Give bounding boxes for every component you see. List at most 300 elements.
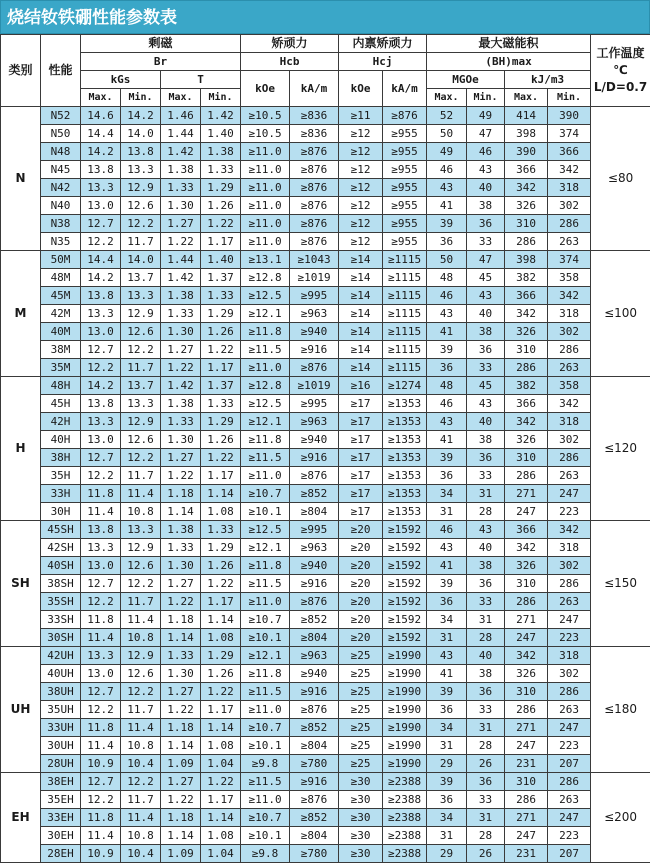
work-temp-cell: ≤150: [591, 521, 650, 647]
cell-hcj-kam: ≥1353: [383, 485, 427, 503]
cell-hcb-koe: ≥10.1: [241, 737, 290, 755]
cell-br-t-max: 1.33: [161, 413, 201, 431]
cell-bh-kjm3-min: 342: [548, 161, 591, 179]
cell-hcb-koe: ≥12.1: [241, 647, 290, 665]
work-temp-cell: ≤120: [591, 377, 650, 521]
cell-hcj-kam: ≥1115: [383, 287, 427, 305]
cell-bh-mgoe-min: 38: [467, 431, 505, 449]
cell-hcj-koe: ≥12: [339, 215, 383, 233]
cell-grade: 35EH: [41, 791, 81, 809]
cell-bh-mgoe-max: 41: [427, 431, 467, 449]
cell-hcj-kam: ≥1592: [383, 521, 427, 539]
cell-bh-mgoe-min: 33: [467, 593, 505, 611]
cell-br-kgs-max: 13.0: [81, 665, 121, 683]
cell-grade: 40M: [41, 323, 81, 341]
cell-br-kgs-min: 12.9: [121, 413, 161, 431]
cell-hcb-kam: ≥963: [290, 413, 339, 431]
cell-hcj-kam: ≥955: [383, 197, 427, 215]
cell-br-kgs-min: 11.7: [121, 359, 161, 377]
cell-grade: 45SH: [41, 521, 81, 539]
cell-hcb-koe: ≥11.8: [241, 323, 290, 341]
cell-br-t-min: 1.33: [201, 395, 241, 413]
cell-bh-kjm3-max: 398: [505, 125, 548, 143]
cell-bh-kjm3-min: 223: [548, 629, 591, 647]
cell-hcb-kam: ≥995: [290, 287, 339, 305]
cell-br-t-min: 1.40: [201, 125, 241, 143]
cell-hcj-kam: ≥1115: [383, 305, 427, 323]
cell-hcb-kam: ≥876: [290, 215, 339, 233]
cell-bh-mgoe-max: 43: [427, 305, 467, 323]
cell-hcb-kam: ≥804: [290, 503, 339, 521]
cell-grade: 33UH: [41, 719, 81, 737]
cell-hcj-kam: ≥876: [383, 107, 427, 125]
table-row: [1, 287, 650, 305]
cell-bh-kjm3-min: 318: [548, 413, 591, 431]
cell-br-kgs-min: 11.7: [121, 701, 161, 719]
cell-bh-kjm3-min: 318: [548, 647, 591, 665]
cell-br-t-max: 1.30: [161, 323, 201, 341]
category-cell: M: [1, 251, 41, 377]
header-work-temp: [591, 35, 650, 107]
cell-bh-kjm3-max: 247: [505, 827, 548, 845]
cell-br-t-max: 1.30: [161, 557, 201, 575]
cell-hcj-koe: ≥30: [339, 791, 383, 809]
cell-br-kgs-min: 13.7: [121, 269, 161, 287]
work-temp-cell: ≤180: [591, 647, 650, 773]
cell-hcj-koe: ≥14: [339, 323, 383, 341]
cell-bh-kjm3-max: 342: [505, 647, 548, 665]
table-row: [1, 269, 650, 287]
cell-br-t-max: 1.22: [161, 593, 201, 611]
cell-bh-kjm3-max: 366: [505, 287, 548, 305]
cell-bh-mgoe-min: 36: [467, 575, 505, 593]
cell-grade: 42M: [41, 305, 81, 323]
cell-br-kgs-min: 11.7: [121, 233, 161, 251]
cell-bh-mgoe-min: 43: [467, 287, 505, 305]
cell-bh-mgoe-max: 39: [427, 449, 467, 467]
cell-hcb-koe: ≥13.1: [241, 251, 290, 269]
cell-br-kgs-min: 11.4: [121, 485, 161, 503]
cell-bh-mgoe-max: 43: [427, 647, 467, 665]
cell-bh-kjm3-max: 286: [505, 359, 548, 377]
cell-bh-kjm3-min: 286: [548, 683, 591, 701]
cell-br-t-max: 1.14: [161, 503, 201, 521]
cell-bh-kjm3-min: 318: [548, 179, 591, 197]
cell-bh-mgoe-max: 46: [427, 287, 467, 305]
table-row: [1, 593, 650, 611]
cell-br-t-max: 1.42: [161, 269, 201, 287]
cell-br-t-max: 1.14: [161, 737, 201, 755]
cell-hcb-kam: ≥852: [290, 809, 339, 827]
cell-bh-mgoe-min: 31: [467, 719, 505, 737]
cell-bh-mgoe-max: 29: [427, 755, 467, 773]
cell-br-kgs-min: 10.8: [121, 827, 161, 845]
cell-br-t-min: 1.26: [201, 197, 241, 215]
cell-hcj-koe: ≥25: [339, 647, 383, 665]
cell-grade: N48: [41, 143, 81, 161]
cell-bh-mgoe-max: 49: [427, 143, 467, 161]
cell-br-t-min: 1.17: [201, 593, 241, 611]
cell-bh-mgoe-min: 36: [467, 215, 505, 233]
cell-br-t-min: 1.14: [201, 611, 241, 629]
cell-grade: 40SH: [41, 557, 81, 575]
table-header: [1, 35, 650, 107]
cell-bh-kjm3-max: 382: [505, 377, 548, 395]
cell-bh-mgoe-max: 36: [427, 593, 467, 611]
header-hcj: Hcj: [339, 53, 427, 71]
cell-hcb-kam: ≥836: [290, 125, 339, 143]
cell-hcj-koe: ≥20: [339, 521, 383, 539]
cell-bh-mgoe-max: 36: [427, 701, 467, 719]
table-row: [1, 755, 650, 773]
table-row: [1, 791, 650, 809]
cell-bh-mgoe-max: 48: [427, 377, 467, 395]
cell-bh-kjm3-min: 263: [548, 359, 591, 377]
cell-grade: 28EH: [41, 845, 81, 863]
cell-hcj-kam: ≥1274: [383, 377, 427, 395]
cell-hcj-kam: ≥1115: [383, 341, 427, 359]
cell-hcj-kam: ≥1990: [383, 755, 427, 773]
cell-bh-mgoe-min: 40: [467, 305, 505, 323]
cell-br-t-min: 1.14: [201, 809, 241, 827]
cell-br-kgs-max: 13.0: [81, 197, 121, 215]
cell-br-kgs-min: 11.7: [121, 791, 161, 809]
cell-hcb-koe: ≥11.0: [241, 233, 290, 251]
cell-hcb-kam: ≥940: [290, 323, 339, 341]
cell-br-t-max: 1.09: [161, 845, 201, 863]
cell-br-kgs-max: 11.4: [81, 737, 121, 755]
cell-br-kgs-max: 12.2: [81, 701, 121, 719]
cell-hcj-kam: ≥1592: [383, 611, 427, 629]
cell-hcb-kam: ≥995: [290, 521, 339, 539]
cell-hcb-koe: ≥11.5: [241, 341, 290, 359]
cell-hcj-koe: ≥14: [339, 251, 383, 269]
cell-bh-kjm3-min: 247: [548, 485, 591, 503]
cell-bh-mgoe-min: 38: [467, 323, 505, 341]
cell-bh-mgoe-max: 41: [427, 323, 467, 341]
cell-grade: 35SH: [41, 593, 81, 611]
cell-hcj-kam: ≥1990: [383, 737, 427, 755]
cell-hcb-koe: ≥11.0: [241, 791, 290, 809]
cell-hcb-kam: ≥876: [290, 359, 339, 377]
cell-br-t-min: 1.37: [201, 377, 241, 395]
cell-br-kgs-min: 11.7: [121, 593, 161, 611]
cell-br-t-min: 1.26: [201, 557, 241, 575]
cell-grade: 38M: [41, 341, 81, 359]
cell-grade: 45H: [41, 395, 81, 413]
cell-hcb-kam: ≥963: [290, 305, 339, 323]
cell-hcj-koe: ≥30: [339, 809, 383, 827]
header-hcb: Hcb: [241, 53, 339, 71]
cell-hcj-kam: ≥1353: [383, 467, 427, 485]
table-row: [1, 107, 650, 125]
cell-bh-mgoe-max: 43: [427, 179, 467, 197]
cell-grade: 33H: [41, 485, 81, 503]
cell-bh-kjm3-min: 286: [548, 575, 591, 593]
cell-bh-kjm3-max: 286: [505, 791, 548, 809]
header-min: Min.: [467, 89, 505, 107]
cell-br-kgs-min: 10.8: [121, 737, 161, 755]
cell-br-kgs-max: 12.2: [81, 791, 121, 809]
cell-bh-kjm3-max: 231: [505, 755, 548, 773]
cell-br-kgs-min: 12.9: [121, 179, 161, 197]
table-row: [1, 665, 650, 683]
cell-hcj-koe: ≥20: [339, 611, 383, 629]
cell-br-kgs-min: 12.2: [121, 215, 161, 233]
cell-br-kgs-min: 12.6: [121, 557, 161, 575]
cell-bh-mgoe-max: 43: [427, 413, 467, 431]
cell-hcb-koe: ≥10.1: [241, 503, 290, 521]
cell-hcj-kam: ≥1990: [383, 683, 427, 701]
cell-hcb-kam: ≥876: [290, 593, 339, 611]
cell-grade: 35UH: [41, 701, 81, 719]
cell-br-kgs-min: 12.2: [121, 683, 161, 701]
cell-grade: 28UH: [41, 755, 81, 773]
cell-br-kgs-min: 14.2: [121, 107, 161, 125]
cell-hcj-kam: ≥955: [383, 125, 427, 143]
cell-grade: 38SH: [41, 575, 81, 593]
header-br: Br: [81, 53, 241, 71]
cell-br-kgs-min: 12.9: [121, 305, 161, 323]
cell-hcj-koe: ≥25: [339, 701, 383, 719]
table-row: [1, 341, 650, 359]
cell-hcj-kam: ≥1592: [383, 557, 427, 575]
cell-bh-mgoe-min: 33: [467, 467, 505, 485]
cell-bh-kjm3-min: 302: [548, 557, 591, 575]
cell-br-kgs-min: 13.3: [121, 395, 161, 413]
cell-bh-kjm3-max: 271: [505, 719, 548, 737]
cell-bh-mgoe-min: 43: [467, 521, 505, 539]
cell-hcj-koe: ≥12: [339, 161, 383, 179]
work-temp-line2: ℃: [591, 62, 650, 79]
cell-hcj-kam: ≥2388: [383, 791, 427, 809]
cell-hcj-kam: ≥1990: [383, 719, 427, 737]
cell-hcb-kam: ≥1043: [290, 251, 339, 269]
cell-bh-mgoe-max: 41: [427, 197, 467, 215]
cell-bh-kjm3-min: 286: [548, 773, 591, 791]
cell-br-t-max: 1.38: [161, 287, 201, 305]
cell-bh-mgoe-min: 33: [467, 359, 505, 377]
cell-hcj-koe: ≥25: [339, 755, 383, 773]
cell-grade: 48M: [41, 269, 81, 287]
cell-bh-kjm3-min: 302: [548, 323, 591, 341]
cell-br-kgs-max: 11.4: [81, 503, 121, 521]
cell-br-t-min: 1.08: [201, 737, 241, 755]
cell-hcb-koe: ≥11.0: [241, 701, 290, 719]
cell-hcj-koe: ≥25: [339, 719, 383, 737]
cell-br-t-min: 1.29: [201, 539, 241, 557]
cell-br-kgs-max: 12.7: [81, 575, 121, 593]
table-row: [1, 323, 650, 341]
cell-hcb-koe: ≥12.1: [241, 305, 290, 323]
category-cell: H: [1, 377, 41, 521]
cell-bh-mgoe-min: 36: [467, 341, 505, 359]
cell-hcj-koe: ≥12: [339, 197, 383, 215]
cell-hcb-kam: ≥876: [290, 161, 339, 179]
cell-br-t-min: 1.37: [201, 269, 241, 287]
cell-grade: N52: [41, 107, 81, 125]
cell-hcb-kam: ≥963: [290, 647, 339, 665]
work-temp-line1: 工作温度: [591, 45, 650, 62]
cell-hcb-koe: ≥12.1: [241, 539, 290, 557]
cell-hcb-kam: ≥1019: [290, 269, 339, 287]
cell-bh-mgoe-min: 45: [467, 377, 505, 395]
cell-bh-kjm3-max: 310: [505, 341, 548, 359]
cell-bh-kjm3-max: 342: [505, 539, 548, 557]
cell-bh-mgoe-max: 36: [427, 359, 467, 377]
cell-br-t-min: 1.29: [201, 413, 241, 431]
cell-hcb-kam: ≥780: [290, 845, 339, 863]
cell-br-kgs-max: 13.0: [81, 431, 121, 449]
cell-br-t-min: 1.08: [201, 827, 241, 845]
cell-br-t-max: 1.22: [161, 701, 201, 719]
cell-hcb-kam: ≥940: [290, 665, 339, 683]
cell-br-t-max: 1.14: [161, 827, 201, 845]
table-row: [1, 737, 650, 755]
cell-hcj-kam: ≥1592: [383, 629, 427, 647]
cell-hcj-koe: ≥17: [339, 395, 383, 413]
table-row: [1, 179, 650, 197]
cell-bh-mgoe-min: 38: [467, 197, 505, 215]
header-remanence: 剩磁: [81, 35, 241, 53]
cell-hcj-kam: ≥955: [383, 143, 427, 161]
table-row: [1, 413, 650, 431]
cell-br-t-max: 1.33: [161, 179, 201, 197]
cell-hcb-kam: ≥852: [290, 485, 339, 503]
cell-hcj-kam: ≥1592: [383, 593, 427, 611]
cell-bh-mgoe-max: 39: [427, 683, 467, 701]
category-cell: EH: [1, 773, 41, 863]
header-max: Max.: [81, 89, 121, 107]
cell-bh-kjm3-min: 358: [548, 377, 591, 395]
cell-br-kgs-max: 12.7: [81, 449, 121, 467]
cell-hcj-kam: ≥1990: [383, 647, 427, 665]
cell-br-t-max: 1.44: [161, 125, 201, 143]
cell-bh-mgoe-min: 28: [467, 737, 505, 755]
cell-br-kgs-min: 12.9: [121, 539, 161, 557]
cell-br-kgs-max: 14.2: [81, 143, 121, 161]
cell-bh-kjm3-max: 326: [505, 665, 548, 683]
cell-br-t-min: 1.26: [201, 323, 241, 341]
cell-hcj-kam: ≥1990: [383, 665, 427, 683]
cell-hcb-kam: ≥940: [290, 431, 339, 449]
cell-hcj-koe: ≥16: [339, 377, 383, 395]
cell-bh-kjm3-max: 326: [505, 431, 548, 449]
cell-br-t-max: 1.27: [161, 575, 201, 593]
cell-hcb-koe: ≥12.8: [241, 269, 290, 287]
cell-bh-kjm3-min: 207: [548, 845, 591, 863]
cell-hcj-koe: ≥30: [339, 827, 383, 845]
table-row: [1, 233, 650, 251]
cell-grade: 33SH: [41, 611, 81, 629]
cell-bh-mgoe-max: 36: [427, 467, 467, 485]
cell-grade: 38EH: [41, 773, 81, 791]
cell-br-t-min: 1.08: [201, 503, 241, 521]
cell-bh-kjm3-min: 302: [548, 197, 591, 215]
cell-hcj-koe: ≥11: [339, 107, 383, 125]
cell-br-kgs-max: 11.8: [81, 719, 121, 737]
header-max: Max.: [505, 89, 548, 107]
cell-bh-kjm3-max: 271: [505, 809, 548, 827]
cell-bh-kjm3-max: 271: [505, 485, 548, 503]
cell-bh-kjm3-max: 271: [505, 611, 548, 629]
table-row: [1, 161, 650, 179]
cell-hcj-koe: ≥14: [339, 269, 383, 287]
cell-hcb-koe: ≥11.0: [241, 215, 290, 233]
cell-hcb-kam: ≥836: [290, 107, 339, 125]
unit-t: T: [161, 71, 241, 89]
cell-bh-kjm3-min: 247: [548, 809, 591, 827]
cell-hcb-koe: ≥10.5: [241, 107, 290, 125]
cell-bh-mgoe-min: 43: [467, 161, 505, 179]
cell-bh-mgoe-max: 39: [427, 575, 467, 593]
cell-br-kgs-min: 11.4: [121, 809, 161, 827]
cell-hcb-koe: ≥11.0: [241, 359, 290, 377]
cell-br-t-max: 1.09: [161, 755, 201, 773]
cell-hcb-kam: ≥916: [290, 341, 339, 359]
unit-kam: kA/m: [290, 71, 339, 107]
table-row: [1, 359, 650, 377]
cell-bh-kjm3-min: 318: [548, 539, 591, 557]
cell-hcj-koe: ≥14: [339, 305, 383, 323]
cell-hcj-kam: ≥1353: [383, 413, 427, 431]
cell-bh-kjm3-min: 207: [548, 755, 591, 773]
cell-bh-mgoe-max: 36: [427, 233, 467, 251]
cell-hcj-kam: ≥2388: [383, 809, 427, 827]
cell-br-t-min: 1.22: [201, 773, 241, 791]
cell-br-kgs-max: 13.8: [81, 287, 121, 305]
cell-bh-kjm3-min: 263: [548, 791, 591, 809]
cell-br-kgs-max: 13.8: [81, 161, 121, 179]
cell-grade: 30SH: [41, 629, 81, 647]
cell-br-kgs-max: 10.9: [81, 755, 121, 773]
cell-br-kgs-min: 12.6: [121, 431, 161, 449]
cell-hcj-kam: ≥2388: [383, 773, 427, 791]
cell-hcb-kam: ≥852: [290, 719, 339, 737]
cell-bh-kjm3-max: 247: [505, 503, 548, 521]
cell-br-t-min: 1.38: [201, 143, 241, 161]
cell-br-kgs-max: 14.4: [81, 125, 121, 143]
cell-hcb-kam: ≥916: [290, 773, 339, 791]
table-row: [1, 629, 650, 647]
cell-hcb-kam: ≥916: [290, 575, 339, 593]
cell-grade: 42SH: [41, 539, 81, 557]
cell-bh-mgoe-min: 36: [467, 449, 505, 467]
table-row: [1, 845, 650, 863]
cell-hcb-kam: ≥940: [290, 557, 339, 575]
cell-br-kgs-max: 13.3: [81, 305, 121, 323]
cell-grade: 30EH: [41, 827, 81, 845]
cell-br-t-max: 1.27: [161, 683, 201, 701]
cell-br-t-min: 1.26: [201, 431, 241, 449]
cell-br-kgs-min: 11.4: [121, 611, 161, 629]
table-row: [1, 449, 650, 467]
cell-bh-kjm3-min: 342: [548, 521, 591, 539]
cell-hcb-kam: ≥876: [290, 467, 339, 485]
cell-bh-kjm3-max: 326: [505, 557, 548, 575]
cell-br-t-max: 1.18: [161, 611, 201, 629]
cell-hcj-kam: ≥1115: [383, 269, 427, 287]
cell-br-kgs-min: 12.2: [121, 341, 161, 359]
cell-bh-mgoe-max: 31: [427, 629, 467, 647]
work-temp-cell: ≤100: [591, 251, 650, 377]
cell-bh-mgoe-min: 33: [467, 701, 505, 719]
cell-bh-kjm3-max: 310: [505, 773, 548, 791]
cell-hcb-koe: ≥11.0: [241, 593, 290, 611]
cell-grade: N35: [41, 233, 81, 251]
cell-grade: N40: [41, 197, 81, 215]
cell-br-t-min: 1.29: [201, 647, 241, 665]
